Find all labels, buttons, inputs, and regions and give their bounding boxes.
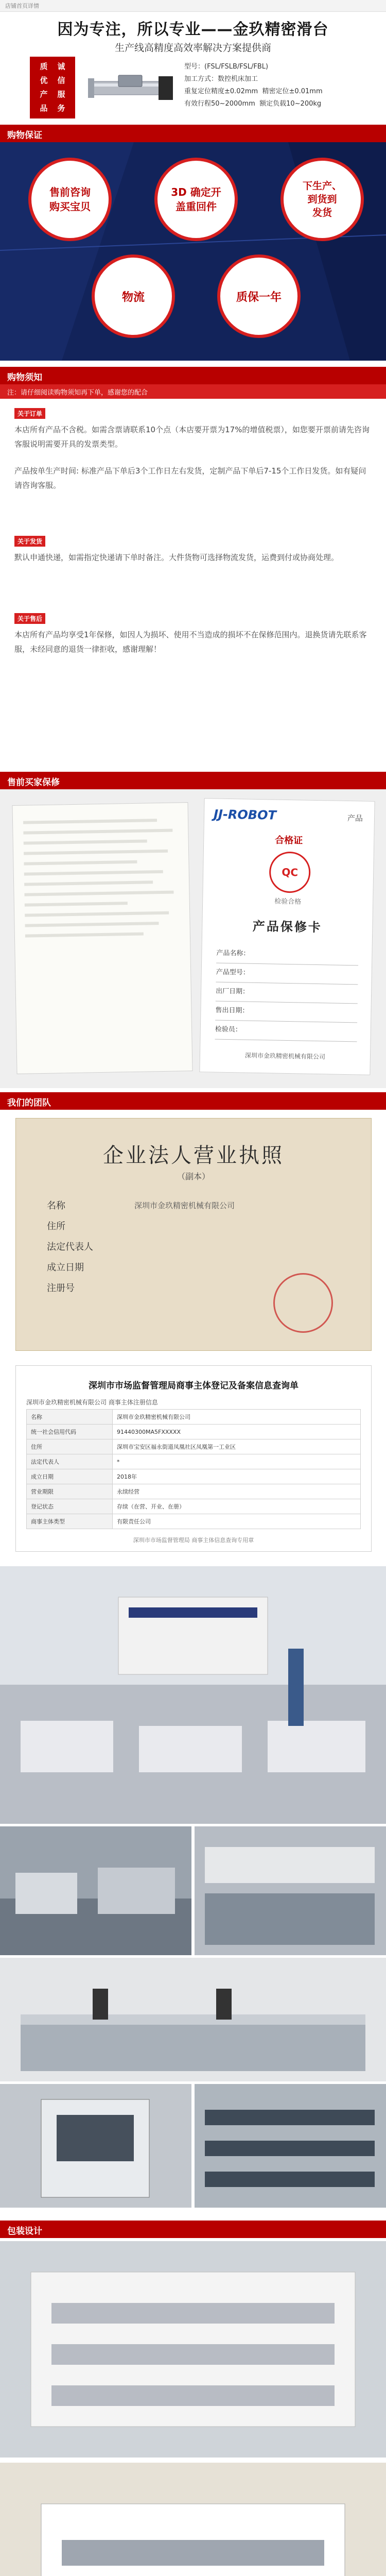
registry-key: 成立日期 [27, 1469, 113, 1484]
registry-key: 统一社会信用代码 [27, 1425, 113, 1439]
product-slide-image [86, 61, 174, 112]
factory-photo-workshop-left [0, 1826, 191, 1955]
registry-key: 法定代表人 [27, 1454, 113, 1469]
warranty-paper-left [12, 802, 192, 1074]
registry-key: 名称 [27, 1410, 113, 1425]
tag-order: 关于订单 [14, 408, 45, 419]
certificate-title: 合格证 [275, 835, 303, 846]
service-circle-3d-label: 3D 确定开 盖重回件 [171, 186, 221, 213]
license-company: 深圳市金玖精密机械有限公司 [134, 1201, 235, 1210]
service-circle-logistics [92, 255, 175, 338]
services-panel [0, 142, 386, 361]
team-title: 我们的团队 [7, 1098, 51, 1108]
service-circle-warranty [217, 255, 301, 338]
warranty-field: 检验员： [215, 1021, 357, 1042]
license-field: 住所 [47, 1221, 65, 1232]
tag-shipping: 关于发货 [14, 536, 45, 547]
license-field-list [47, 1196, 129, 1299]
badge-char: 诚 [57, 62, 65, 71]
range-a: 有效行程50~2000mm [184, 100, 255, 108]
model-label: 型号： [184, 63, 205, 71]
badge-char: 优 [40, 76, 48, 85]
tag-aftersale: 关于售后 [14, 613, 45, 624]
services-title: 购物保证 [7, 130, 42, 141]
guarantee-title: 购物须知 [7, 372, 42, 383]
registry-key: 住所 [27, 1439, 113, 1454]
registry-row [27, 1484, 361, 1499]
registry-row [27, 1439, 361, 1454]
registry-value: 2018年 [113, 1469, 361, 1484]
subheadline: 生产线高精度高效率解决方案提供商 [114, 42, 271, 54]
license-sub: （副本） [177, 1172, 210, 1181]
badge-char: 品 [40, 104, 48, 113]
team-title-bar [0, 1092, 386, 1110]
guarantee-note: 注：请仔细阅读购物须知再下单，感谢您的配合 [7, 389, 148, 397]
warranty-title: 产品保修卡 [252, 919, 323, 935]
model-value: (FSL/FSLB/FSL/FBL) [204, 63, 269, 71]
badge-char: 服 [57, 90, 65, 99]
registry-footer: 深圳市市场监督管理局 商事主体信息查询专用章 [133, 1537, 254, 1544]
store-strip-label: 店铺首页详情 [5, 3, 39, 9]
packaging-photo-2 [0, 2463, 386, 2576]
range-b: 额定负载10~200kg [259, 100, 322, 108]
robot-brand-logo: JJ-ROBOT [213, 807, 277, 823]
registry-row [27, 1410, 361, 1425]
services-title-bar [0, 125, 386, 142]
guarantee-title-bar [0, 367, 386, 384]
service-circle-consult-label: 售前咨询 购买宝贝 [49, 186, 91, 213]
packaging-title: 包装设计 [7, 2226, 42, 2236]
business-license [15, 1118, 372, 1351]
warranty-field: 产品型号： [216, 963, 358, 985]
badge-char: 产 [40, 90, 48, 99]
precision-b: 精密定位±0.01mm [262, 88, 323, 95]
spec-block [184, 61, 380, 110]
registry-company: 深圳市金玖精密机械有限公司 商事主体注册信息 [26, 1399, 158, 1406]
guarantee-note-bar [0, 384, 386, 399]
license-field: 名称 [47, 1200, 65, 1211]
license-field: 注册号 [47, 1283, 75, 1294]
registry-key: 营业期限 [27, 1484, 113, 1499]
registry-key: 商事主体类型 [27, 1514, 113, 1529]
service-circle-warranty-label: 质保一年 [236, 291, 282, 304]
service-circle-produce [280, 158, 364, 241]
para-order: 本店所有产品不含税。如需含票请联系10个点（本店要开票为17%的增值税票），如您要开票前请先咨询客服说明需要开具的发票类型。 [14, 425, 370, 449]
factory-photo-warehouse [195, 2084, 386, 2208]
headline: 因为专注，所以专业——金玖精密滑台 [57, 21, 329, 39]
store-strip [0, 0, 386, 12]
aftersale-title-bar [0, 772, 386, 789]
license-field: 成立日期 [47, 1262, 84, 1273]
warranty-fields [215, 944, 358, 1042]
factory-photo-office [0, 1566, 386, 1824]
registry-value: * [113, 1454, 361, 1469]
registry-value: 91440300MA5FXXXXX [113, 1425, 361, 1439]
warranty-field: 售出日期： [215, 1002, 358, 1023]
registry-row [27, 1454, 361, 1469]
aftersale-title: 售前买家保修 [7, 777, 60, 788]
page-header [0, 0, 386, 124]
license-seal [273, 1273, 333, 1333]
para-production: 产品按单生产时间: 标准产品下单后3个工作日左右发货，定制产品下单后7-15个工作日发货。如有疑问请咨询客服。 [14, 466, 366, 490]
para-shipping: 默认申通快递，如需指定快递请下单时备注。大件货物可选择物流发货，运费到付或协商处理。 [14, 553, 339, 562]
service-circle-produce-label: 下生产、 到货到 发货 [302, 180, 342, 218]
qc-stamp-text: QC [282, 866, 299, 879]
badge-char: 信 [57, 76, 65, 85]
registry-key: 登记状态 [27, 1499, 113, 1514]
registry-value: 永续经营 [113, 1484, 361, 1499]
factory-photo-machine [0, 2084, 191, 2208]
registry-sheet [15, 1365, 372, 1552]
license-title: 企业法人营业执照 [103, 1144, 284, 1167]
service-circle-logistics-label: 物流 [121, 291, 145, 304]
registry-row [27, 1514, 361, 1529]
registry-table [26, 1409, 361, 1529]
warranty-card-right [199, 798, 375, 1075]
para-aftersale: 本店所有产品均享受1年保修，如因人为损坏、使用不当造成的损坏不在保修范围内。退换货请先联系客服，未经同意的退货一律拒收，感谢理解！ [14, 630, 367, 654]
service-circle-consult [28, 158, 112, 241]
packaging-photo-1 [0, 2241, 386, 2458]
badge-char: 务 [57, 104, 65, 113]
warranty-field: 出厂日期： [216, 982, 358, 1004]
qc-stamp [269, 851, 310, 893]
robot-brand-side: 产品 [347, 814, 363, 823]
warranty-company: 深圳市金玖精密机械有限公司 [244, 1052, 326, 1061]
license-field: 法定代表人 [47, 1242, 93, 1252]
process-label: 加工方式： [184, 75, 218, 83]
badge-char: 质 [40, 62, 48, 71]
quality-badge-col-2 [54, 60, 69, 115]
packaging-title-bar [0, 2221, 386, 2238]
registry-value: 深圳市宝安区福永街道凤凰社区凤凰第一工业区 [113, 1439, 361, 1454]
precision-a: 重复定位精度±0.02mm [184, 88, 258, 95]
registry-title: 深圳市市场监督管理局商事主体登记及备案信息查询单 [89, 1381, 299, 1391]
process-value: 数控机床加工 [218, 75, 258, 83]
factory-photo-workshop-right [195, 1826, 386, 1955]
registry-row [27, 1499, 361, 1514]
factory-photo-assembly [0, 1958, 386, 2081]
registry-value: 存续（在营、开业、在册） [113, 1499, 361, 1514]
warranty-field: 产品名称： [216, 944, 359, 966]
quality-badge-col-1 [36, 60, 51, 115]
registry-row [27, 1425, 361, 1439]
registry-value: 有限责任公司 [113, 1514, 361, 1529]
service-circle-3d [154, 158, 238, 241]
checked-label: 检验合格 [274, 897, 302, 906]
registry-value: 深圳市金玖精密机械有限公司 [113, 1410, 361, 1425]
registry-row [27, 1469, 361, 1484]
